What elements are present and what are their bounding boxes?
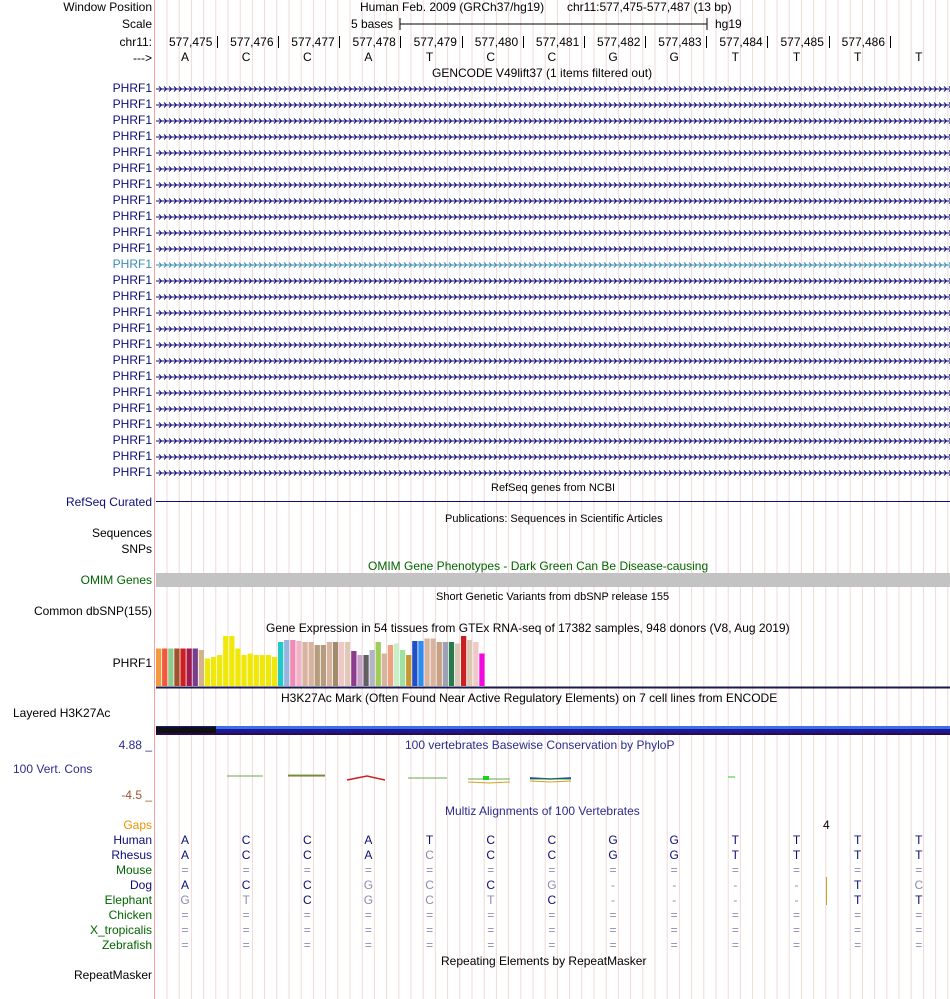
reference-base: A bbox=[180, 50, 189, 64]
aligned-base: C bbox=[547, 893, 557, 907]
gtex-tissue-bar[interactable] bbox=[388, 645, 393, 686]
aligned-base: - bbox=[733, 893, 738, 907]
gtex-gene-label[interactable]: PHRF1 bbox=[112, 656, 152, 670]
aligned-base: G bbox=[608, 848, 618, 862]
species-label[interactable]: Rhesus bbox=[111, 848, 152, 862]
aligned-base: G bbox=[547, 878, 557, 892]
aligned-base: T bbox=[915, 893, 923, 907]
gencode-gene-label[interactable]: PHRF1 bbox=[112, 465, 152, 479]
aligned-base: - bbox=[611, 878, 616, 892]
aligned-base: = bbox=[303, 923, 311, 937]
gtex-tissue-bar[interactable] bbox=[412, 641, 417, 686]
reference-base: T bbox=[425, 50, 434, 64]
species-label[interactable]: Elephant bbox=[104, 893, 152, 907]
gtex-tissue-bar[interactable] bbox=[315, 645, 320, 686]
gencode-gene-label[interactable]: PHRF1 bbox=[112, 273, 152, 287]
aligned-base: = bbox=[242, 923, 250, 937]
gtex-tissue-bar[interactable] bbox=[193, 649, 198, 687]
aligned-base: A bbox=[180, 878, 189, 892]
aligned-base: = bbox=[364, 938, 372, 952]
gtex-tissue-bar[interactable] bbox=[461, 636, 466, 686]
strand-label: ---> bbox=[133, 51, 152, 65]
ruler-position-label: 577,476 bbox=[230, 35, 274, 49]
gaps-label: Gaps bbox=[123, 818, 152, 832]
gtex-tissue-bar[interactable] bbox=[162, 649, 167, 687]
aligned-base: C bbox=[914, 878, 924, 892]
aligned-base: T bbox=[853, 848, 862, 862]
aligned-base: T bbox=[425, 833, 434, 847]
gtex-tissue-bar[interactable] bbox=[205, 659, 210, 687]
aligned-base: C bbox=[241, 878, 251, 892]
gtex-tissue-bar[interactable] bbox=[333, 642, 338, 686]
species-label[interactable]: Mouse bbox=[115, 863, 152, 877]
species-label[interactable]: Dog bbox=[129, 878, 152, 892]
aligned-base: = bbox=[548, 863, 556, 877]
aligned-base: C bbox=[486, 833, 496, 847]
aligned-base: T bbox=[853, 893, 862, 907]
aligned-base: = bbox=[548, 938, 556, 952]
gtex-tissue-bar[interactable] bbox=[370, 650, 375, 686]
ruler-position-label: 577,482 bbox=[597, 35, 641, 49]
aligned-base: G bbox=[363, 893, 374, 907]
gtex-tissue-bar[interactable] bbox=[168, 649, 173, 687]
gtex-tissue-bar[interactable] bbox=[211, 657, 216, 686]
aligned-base: G bbox=[180, 893, 190, 907]
aligned-base: = bbox=[731, 863, 739, 877]
gencode-transcript[interactable] bbox=[156, 119, 950, 124]
aligned-base: C bbox=[425, 893, 434, 907]
species-label[interactable]: X_tropicalis bbox=[89, 923, 152, 937]
aligned-base: = bbox=[181, 938, 189, 952]
ruler-position-label: 577,484 bbox=[719, 35, 763, 49]
aligned-base: = bbox=[426, 863, 434, 877]
aligned-base: = bbox=[792, 938, 800, 952]
gtex-tissue-bar[interactable] bbox=[400, 650, 405, 686]
aligned-base: = bbox=[364, 863, 372, 877]
chrom-label: chr11: bbox=[119, 35, 152, 49]
gtex-tissue-bar[interactable] bbox=[272, 657, 277, 686]
ruler-position-label: 577,475 bbox=[169, 35, 213, 49]
gtex-tissue-bar[interactable] bbox=[449, 642, 454, 686]
gencode-transcript[interactable] bbox=[156, 279, 950, 284]
aligned-base: C bbox=[425, 878, 434, 892]
aligned-base: T bbox=[792, 833, 801, 847]
aligned-base: = bbox=[548, 923, 556, 937]
aligned-base: = bbox=[915, 923, 923, 937]
gtex-tissue-bar[interactable] bbox=[357, 655, 362, 686]
gencode-transcript[interactable] bbox=[156, 167, 950, 172]
aligned-base: = bbox=[181, 923, 189, 937]
gtex-tissue-bar[interactable] bbox=[443, 642, 448, 686]
gtex-tissue-bar[interactable] bbox=[418, 641, 423, 686]
gencode-gene-label[interactable]: PHRF1 bbox=[112, 257, 152, 271]
species-label[interactable]: Chicken bbox=[108, 908, 152, 922]
gtex-tissue-bar[interactable] bbox=[376, 642, 381, 686]
gencode-transcript[interactable] bbox=[156, 183, 950, 188]
aligned-base: T bbox=[731, 833, 740, 847]
species-label[interactable]: Zebrafish bbox=[101, 938, 152, 952]
gtex-tissue-bar[interactable] bbox=[363, 655, 368, 686]
gtex-tissue-bar[interactable] bbox=[321, 645, 326, 686]
aligned-base: = bbox=[670, 908, 678, 922]
aligned-base: - bbox=[733, 878, 738, 892]
gencode-gene-label[interactable]: PHRF1 bbox=[112, 369, 152, 383]
window-position-label: Window Position bbox=[63, 0, 152, 14]
gtex-tissue-bar[interactable] bbox=[180, 649, 185, 687]
gaps-value: 4 bbox=[823, 818, 830, 832]
gencode-transcript[interactable] bbox=[156, 199, 950, 204]
aligned-base: = bbox=[426, 923, 434, 937]
aligned-base: = bbox=[303, 938, 311, 952]
track-data-area[interactable] bbox=[155, 0, 950, 999]
aligned-base: = bbox=[731, 923, 739, 937]
ruler-position-label: 577,478 bbox=[352, 35, 396, 49]
gencode-gene-label[interactable]: PHRF1 bbox=[112, 289, 152, 303]
gtex-tissue-bar[interactable] bbox=[266, 655, 271, 686]
aligned-base: A bbox=[180, 833, 189, 847]
gencode-gene-label[interactable]: PHRF1 bbox=[112, 353, 152, 367]
gencode-transcript[interactable] bbox=[156, 151, 950, 156]
gencode-track-title[interactable]: GENCODE V49lift37 (1 items filtered out) bbox=[432, 66, 653, 80]
aligned-base: = bbox=[792, 863, 800, 877]
repeatmasker-label[interactable]: RepeatMasker bbox=[73, 968, 152, 982]
gencode-gene-label[interactable]: PHRF1 bbox=[112, 417, 152, 431]
ruler-position-label: 577,477 bbox=[291, 35, 335, 49]
aligned-base: T bbox=[853, 878, 862, 892]
repeatmasker-track-title[interactable]: Repeating Elements by RepeatMasker bbox=[441, 954, 647, 968]
scale-text: 5 bases bbox=[351, 17, 394, 31]
gencode-transcript[interactable] bbox=[156, 375, 950, 380]
gtex-tissue-bar[interactable] bbox=[473, 642, 478, 686]
gencode-gene-label[interactable]: PHRF1 bbox=[112, 113, 152, 127]
gtex-tissue-bar[interactable] bbox=[278, 642, 283, 686]
gencode-gene-label[interactable]: PHRF1 bbox=[112, 321, 152, 335]
aligned-base: = bbox=[487, 863, 495, 877]
aligned-base: = bbox=[915, 863, 923, 877]
reference-base: T bbox=[731, 50, 740, 64]
gencode-transcript[interactable] bbox=[156, 215, 950, 220]
gencode-transcript[interactable] bbox=[156, 407, 950, 412]
gencode-transcript[interactable] bbox=[156, 327, 950, 332]
gencode-gene-label[interactable]: PHRF1 bbox=[112, 177, 152, 191]
phylop-signal[interactable] bbox=[155, 766, 950, 792]
aligned-base: T bbox=[792, 848, 801, 862]
aligned-base: T bbox=[915, 833, 923, 847]
aligned-base: = bbox=[181, 863, 189, 877]
aligned-base: G bbox=[608, 833, 618, 847]
gtex-tissue-bar[interactable] bbox=[248, 654, 253, 687]
aligned-base: = bbox=[731, 938, 739, 952]
gencode-transcript[interactable] bbox=[156, 439, 950, 444]
aligned-base: = bbox=[854, 908, 862, 922]
gtex-tissue-bar[interactable] bbox=[327, 642, 332, 686]
aligned-base: C bbox=[486, 848, 496, 862]
gencode-gene-label[interactable]: PHRF1 bbox=[112, 193, 152, 207]
aligned-base: G bbox=[669, 848, 679, 862]
aligned-base: = bbox=[609, 908, 617, 922]
assembly-title: Human Feb. 2009 (GRCh37/hg19) bbox=[360, 0, 545, 14]
gtex-tissue-bar[interactable] bbox=[260, 655, 265, 686]
gencode-gene-label[interactable]: PHRF1 bbox=[112, 337, 152, 351]
gencode-transcript[interactable] bbox=[156, 135, 950, 140]
aligned-base: G bbox=[363, 878, 374, 892]
gtex-tissue-bar[interactable] bbox=[302, 642, 307, 686]
aligned-base: = bbox=[242, 938, 250, 952]
aligned-base: C bbox=[302, 833, 312, 847]
aligned-base: = bbox=[854, 938, 862, 952]
ruler-position-label: 577,483 bbox=[658, 35, 702, 49]
aligned-base: C bbox=[547, 833, 557, 847]
aligned-base: = bbox=[364, 923, 372, 937]
reference-base: C bbox=[302, 50, 312, 64]
gtex-tissue-bar[interactable] bbox=[309, 642, 314, 686]
aligned-base: = bbox=[548, 908, 556, 922]
reference-base: A bbox=[364, 50, 373, 64]
gencode-transcript[interactable] bbox=[156, 471, 950, 476]
aligned-base: G bbox=[669, 833, 679, 847]
gencode-transcript[interactable] bbox=[156, 263, 950, 268]
gencode-transcript[interactable] bbox=[156, 343, 950, 348]
gtex-tissue-bar[interactable] bbox=[455, 644, 460, 687]
gtex-tissue-bar[interactable] bbox=[199, 650, 204, 686]
gtex-tissue-bar[interactable] bbox=[241, 655, 246, 686]
aligned-base: = bbox=[487, 923, 495, 937]
aligned-base: = bbox=[915, 938, 923, 952]
gencode-transcript[interactable] bbox=[156, 359, 950, 364]
reference-base: C bbox=[486, 50, 496, 64]
gencode-gene-label[interactable]: PHRF1 bbox=[112, 305, 152, 319]
aligned-base: C bbox=[302, 848, 312, 862]
aligned-base: = bbox=[303, 908, 311, 922]
aligned-base: A bbox=[364, 848, 373, 862]
gencode-gene-label[interactable]: PHRF1 bbox=[112, 241, 152, 255]
reference-base: C bbox=[547, 50, 557, 64]
gtex-tissue-bar[interactable] bbox=[406, 655, 411, 686]
gencode-gene-label[interactable]: PHRF1 bbox=[112, 81, 152, 95]
gencode-gene-label[interactable]: PHRF1 bbox=[112, 433, 152, 447]
gtex-tissue-bar[interactable] bbox=[235, 649, 240, 687]
reference-base: G bbox=[669, 50, 679, 64]
h3k27ac-signal[interactable] bbox=[155, 724, 950, 738]
gtex-tissue-bar[interactable] bbox=[351, 651, 356, 686]
gencode-gene-label[interactable]: PHRF1 bbox=[112, 209, 152, 223]
gtex-tissue-bar[interactable] bbox=[345, 642, 350, 686]
omim-label[interactable]: OMIM Genes bbox=[80, 573, 152, 587]
gencode-transcript[interactable] bbox=[156, 455, 950, 460]
gtex-tissue-bar[interactable] bbox=[174, 649, 179, 687]
gtex-tissue-bar[interactable] bbox=[284, 640, 289, 686]
aligned-base: C bbox=[241, 848, 251, 862]
aligned-base: = bbox=[242, 908, 250, 922]
aligned-base: = bbox=[854, 863, 862, 877]
gencode-transcript[interactable] bbox=[156, 87, 950, 92]
aligned-base: = bbox=[609, 938, 617, 952]
aligned-base: = bbox=[609, 923, 617, 937]
h3k27ac-label[interactable]: Layered H3K27Ac bbox=[13, 706, 111, 720]
gencode-transcript[interactable] bbox=[156, 423, 950, 428]
aligned-base: - bbox=[672, 893, 677, 907]
aligned-base: C bbox=[241, 833, 251, 847]
aligned-base: = bbox=[609, 863, 617, 877]
scale-db-text: hg19 bbox=[715, 17, 742, 31]
aligned-base: = bbox=[731, 908, 739, 922]
aligned-base: = bbox=[426, 938, 434, 952]
phylop-min-label: -4.5 _ bbox=[121, 788, 152, 802]
ruler-position-label: 577,485 bbox=[780, 35, 824, 49]
aligned-base: = bbox=[242, 863, 250, 877]
gtex-tissue-bar[interactable] bbox=[229, 636, 234, 686]
aligned-base: = bbox=[670, 863, 678, 877]
gtex-tissue-bar[interactable] bbox=[431, 639, 436, 687]
gtex-tissue-bar[interactable] bbox=[187, 649, 192, 687]
species-label[interactable]: Human bbox=[113, 833, 152, 847]
aligned-base: T bbox=[487, 893, 495, 907]
gencode-gene-label[interactable]: PHRF1 bbox=[112, 449, 152, 463]
gtex-bar-graph[interactable] bbox=[155, 634, 950, 690]
alignment-gap-marker bbox=[826, 877, 827, 905]
gtex-tissue-bar[interactable] bbox=[290, 640, 295, 686]
gencode-gene-label[interactable]: PHRF1 bbox=[112, 225, 152, 239]
scale-label: Scale bbox=[121, 17, 152, 31]
omim-track-title[interactable]: OMIM Gene Phenotypes - Dark Green Can Be Disease-causing bbox=[368, 559, 709, 573]
refseq-feature-line[interactable] bbox=[156, 501, 950, 502]
phylop-track-title[interactable]: 100 vertebrates Basewise Conservation by PhyloP bbox=[405, 738, 675, 752]
aligned-base: = bbox=[487, 938, 495, 952]
gtex-tissue-bar[interactable] bbox=[394, 644, 399, 687]
reference-base: G bbox=[608, 50, 618, 64]
gencode-transcript[interactable] bbox=[156, 247, 950, 252]
gencode-gene-label[interactable]: PHRF1 bbox=[112, 385, 152, 399]
aligned-base: = bbox=[670, 938, 678, 952]
aligned-base: A bbox=[180, 848, 189, 862]
aligned-base: = bbox=[670, 923, 678, 937]
aligned-base: - bbox=[794, 878, 799, 892]
reference-base: T bbox=[792, 50, 801, 64]
reference-base: T bbox=[915, 50, 923, 64]
gencode-transcript[interactable] bbox=[156, 103, 950, 108]
aligned-base: - bbox=[611, 893, 616, 907]
gtex-tissue-bar[interactable] bbox=[424, 639, 429, 687]
aligned-base: T bbox=[242, 893, 250, 907]
ruler-position-label: 577,479 bbox=[413, 35, 457, 49]
aligned-base: = bbox=[915, 908, 923, 922]
omim-feature-bar[interactable] bbox=[156, 573, 950, 587]
gtex-tissue-bar[interactable] bbox=[339, 642, 344, 686]
phylop-label[interactable]: 100 Vert. Cons bbox=[13, 762, 93, 776]
gencode-gene-label[interactable]: PHRF1 bbox=[112, 145, 152, 159]
phylop-max-label: 4.88 _ bbox=[118, 738, 152, 752]
gtex-tissue-bar[interactable] bbox=[296, 641, 301, 686]
publications-snps-label[interactable]: SNPs bbox=[121, 542, 152, 556]
gencode-gene-label[interactable]: PHRF1 bbox=[112, 129, 152, 143]
publications-track-title[interactable]: Publications: Sequences in Scientific Articles bbox=[445, 513, 663, 525]
gtex-tissue-bar[interactable] bbox=[479, 654, 484, 687]
gtex-tissue-bar[interactable] bbox=[437, 642, 442, 686]
aligned-base: C bbox=[302, 878, 312, 892]
ruler-position-label: 577,486 bbox=[841, 35, 886, 49]
aligned-base: = bbox=[364, 908, 372, 922]
h3k27ac-track-title[interactable]: H3K27Ac Mark (Often Found Near Active Regulatory Elements) on 7 cell lines from ENCODE bbox=[281, 691, 778, 705]
aligned-base: C bbox=[486, 878, 496, 892]
gtex-track-title[interactable]: Gene Expression in 54 tissues from GTEx RNA-seq of 17382 samples, 948 donors (V8, Aug 2019) bbox=[266, 621, 790, 635]
aligned-base: C bbox=[302, 893, 312, 907]
aligned-base: T bbox=[853, 833, 862, 847]
dbsnp-track-title[interactable]: Short Genetic Variants from dbSNP release 155 bbox=[436, 591, 670, 603]
gencode-transcript[interactable] bbox=[156, 231, 950, 236]
aligned-base: = bbox=[426, 908, 434, 922]
aligned-base: = bbox=[303, 863, 311, 877]
aligned-base: C bbox=[425, 848, 434, 862]
aligned-base: C bbox=[547, 848, 557, 862]
gencode-transcript[interactable] bbox=[156, 311, 950, 316]
aligned-base: - bbox=[672, 878, 677, 892]
gencode-gene-label[interactable]: PHRF1 bbox=[112, 401, 152, 415]
aligned-base: - bbox=[794, 893, 799, 907]
gtex-tissue-bar[interactable] bbox=[217, 655, 222, 686]
gtex-tissue-bar[interactable] bbox=[156, 649, 161, 687]
aligned-base: A bbox=[364, 833, 373, 847]
refseq-label[interactable]: RefSeq Curated bbox=[65, 495, 152, 509]
ruler-position-label: 577,481 bbox=[535, 35, 580, 49]
gtex-tissue-bar[interactable] bbox=[382, 654, 387, 687]
gencode-features[interactable] bbox=[155, 0, 950, 480]
gencode-transcript[interactable] bbox=[156, 391, 950, 396]
aligned-base: T bbox=[731, 848, 740, 862]
reference-base: T bbox=[853, 50, 862, 64]
publications-sequences-label[interactable]: Sequences bbox=[91, 526, 152, 540]
aligned-base: = bbox=[792, 908, 800, 922]
gencode-gene-label[interactable]: PHRF1 bbox=[112, 97, 152, 111]
aligned-base: = bbox=[792, 923, 800, 937]
aligned-base: = bbox=[181, 908, 189, 922]
position-text: chr11:577,475-577,487 (13 bp) bbox=[567, 0, 732, 14]
gtex-tissue-bar[interactable] bbox=[254, 655, 259, 686]
aligned-base: = bbox=[854, 923, 862, 937]
aligned-base: T bbox=[915, 848, 923, 862]
track-label-column bbox=[0, 0, 154, 999]
refseq-track-title[interactable]: RefSeq genes from NCBI bbox=[491, 482, 616, 494]
gencode-gene-label[interactable]: PHRF1 bbox=[112, 161, 152, 175]
aligned-base: = bbox=[487, 908, 495, 922]
reference-base: C bbox=[241, 50, 251, 64]
multiz-track-title[interactable]: Multiz Alignments of 100 Vertebrates bbox=[445, 804, 640, 818]
gtex-tissue-bar[interactable] bbox=[223, 636, 228, 686]
ruler-position-label: 577,480 bbox=[474, 35, 519, 49]
dbsnp-label[interactable]: Common dbSNP(155) bbox=[33, 604, 152, 618]
gtex-tissue-bar[interactable] bbox=[467, 640, 472, 686]
gencode-transcript[interactable] bbox=[156, 295, 950, 300]
